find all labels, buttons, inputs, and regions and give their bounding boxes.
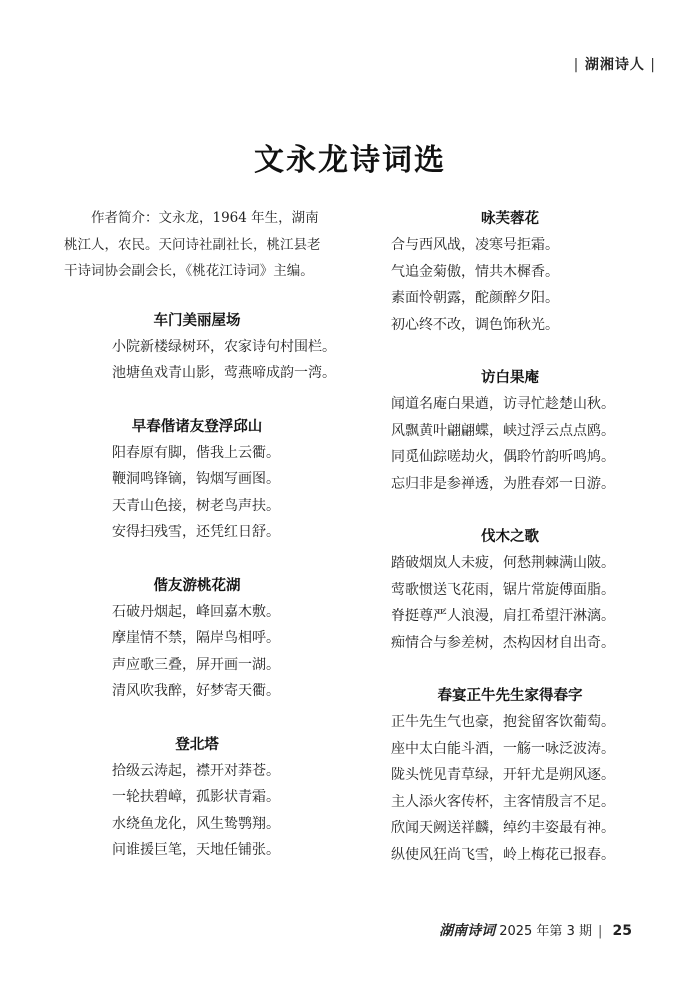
section-tag: | 湖湘诗人 |: [573, 57, 656, 73]
poem-line: 纵使风狂尚飞雪，岭上梅花已报春。: [391, 846, 615, 863]
poem-line: 同觅仙踪嗟劫火，偶聆竹韵听鸣鸠。: [391, 449, 615, 465]
poem-title: 春宴正牛先生家得春字: [437, 687, 583, 704]
poem-line: 陇头恍见青草绿，开轩尤是朔风逐。: [391, 767, 615, 783]
poem-line: 小院新楼绿树环，农家诗句村围栏。: [112, 338, 336, 355]
page-number: 25: [612, 923, 632, 939]
poem-title: 咏芙蓉花: [481, 210, 539, 227]
author-intro: 作者简介：文永龙，1964 年生，湖南桃江人，农民。天问诗社副社长，桃江县老干诗词协会副会长，《桃花江诗词》主编。: [64, 210, 321, 279]
poem-line: 天青山色接，树老鸟声扶。: [112, 497, 280, 514]
poem-title: 访白果庵: [481, 369, 539, 386]
left-column: [64, 205, 336, 864]
poem-line: 声应歌三叠，屏开画一湖。: [112, 656, 280, 673]
poem: [64, 572, 330, 705]
poem-title: 伐木之歌: [481, 528, 539, 545]
poem-line: 闻道名庵白果遒，访寻忙趁楚山秋。: [391, 396, 615, 412]
poem-line: 鞭洞鸣锋镝，钩烟写画图。: [112, 471, 280, 487]
poem-line: 欣闻天阙送祥麟，绰约丰姿最有神。: [391, 820, 615, 836]
poem-line: 摩崖情不禁，隔岸鸟相呼。: [112, 630, 280, 646]
issue-label: 2025 年第 3 期: [499, 924, 592, 939]
poem-line: 莺歌惯送飞花雨，锯片常旋傅面脂。: [391, 581, 615, 598]
poem-title: 偕友游桃花湖: [153, 576, 241, 594]
poem-line: 踏破烟岚人未疲，何愁荆棘满山陂。: [391, 555, 615, 571]
poem: [381, 364, 639, 497]
section-name: 湖湘诗人: [584, 57, 645, 73]
poem-line: 水绕鱼龙化，风生鸷鹗翔。: [112, 815, 280, 832]
poem-line: 脊挺尊严人浪漫，肩扛希望汗淋漓。: [391, 608, 615, 624]
poem: [64, 307, 336, 387]
poem: [381, 682, 639, 868]
right-column: [381, 205, 639, 868]
poem-line: 拾级云涛起，襟开对莽苍。: [112, 762, 280, 779]
poem-title: 登北塔: [175, 735, 219, 753]
poem-line: 忘归非是参禅透，为胜春郊一日游。: [391, 475, 615, 492]
poem-line: 素面怜朝露，酡颜醉夕阳。: [391, 290, 559, 306]
poem-line: 安得扫残雪，还凭红日舒。: [112, 524, 280, 540]
poem-line: 风飘黄叶翩翩蝶，峡过浮云点点鸥。: [391, 422, 615, 439]
page-footer: 湖南诗词 2025 年第 3 期 | 25: [439, 923, 632, 939]
poem-line: 石破丹烟起，峰回嘉木敷。: [112, 603, 280, 620]
poem: [64, 413, 330, 546]
poem-line: 池塘鱼戏青山影，莺燕啼成韵一湾。: [112, 365, 336, 381]
poem-line: 正牛先生气也豪，抱瓮留客饮葡萄。: [391, 714, 615, 730]
poem-line: 合与西风战，凌寒号拒霜。: [391, 237, 559, 253]
poem-line: 座中太白能斗酒，一觞一咏泛波涛。: [391, 740, 615, 757]
article-title: 文永龙诗词选: [254, 143, 446, 178]
poem: [64, 731, 330, 864]
magazine-logo: 湖南诗词: [439, 923, 496, 939]
poem-line: 气追金菊傲，情共木樨香。: [391, 263, 559, 280]
poem-line: 一轮扶碧嶂，孤影状青霜。: [112, 789, 280, 805]
poem-line: 清风吹我醉，好梦寄天衢。: [112, 683, 280, 699]
poem-line: 主人添火客传杯，主客情殷言不足。: [391, 793, 615, 810]
poem-title: 早春偕诸友登浮邱山: [131, 417, 263, 435]
poem-title: 车门美丽屋场: [153, 311, 241, 329]
poem-line: 痴情合与参差树，杰构因材自出奇。: [391, 634, 615, 651]
poem-line: 问谁援巨笔，天地任铺张。: [112, 842, 280, 858]
poem: [381, 205, 639, 338]
poem-line: 阳春原有脚，偕我上云衢。: [112, 444, 280, 461]
poem-line: 初心终不改，调色饰秋光。: [391, 316, 559, 333]
poem: [381, 523, 639, 656]
